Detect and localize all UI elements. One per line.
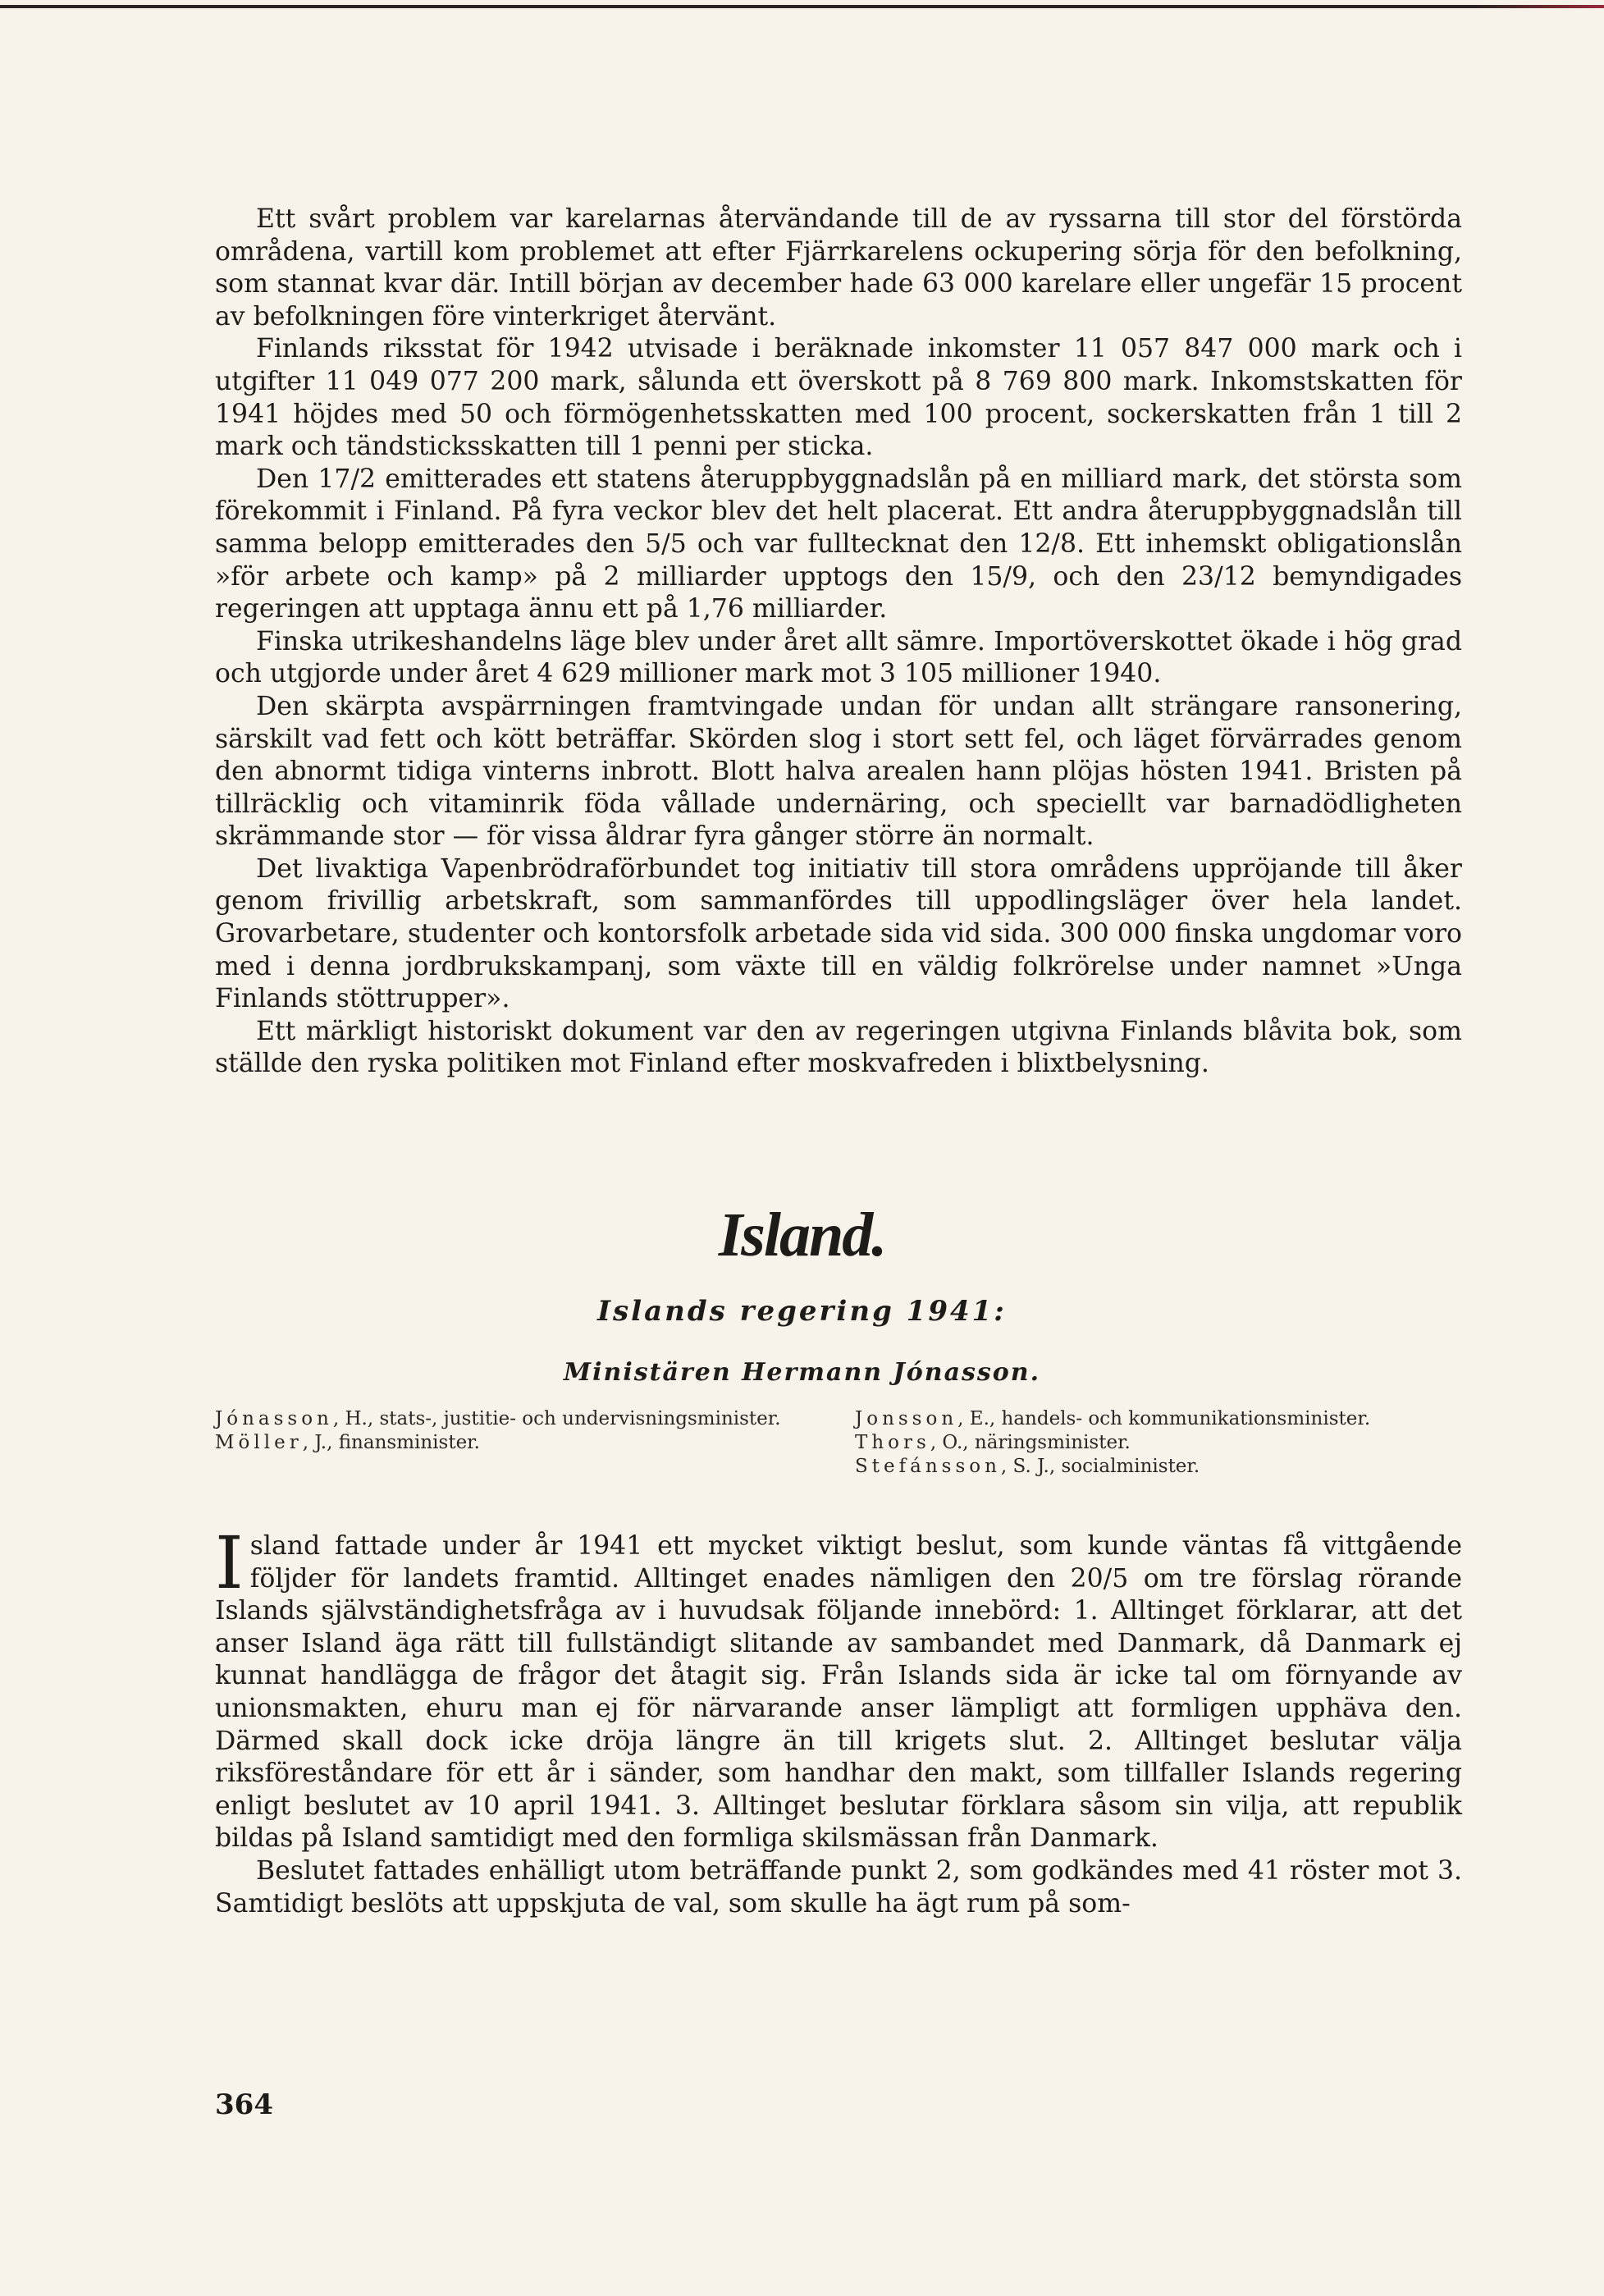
- minister-name: Stefánsson: [855, 1456, 1001, 1477]
- paragraph: Beslutet fattades enhälligt utom beträffande punkt 2, som godkändes med 41 röster mot 3. Samtidigt beslöts att uppskjuta de val, som skulle ha ägt rum på som-: [215, 1855, 1462, 1919]
- paragraph: Den 17/2 emitterades ett statens återuppbyggnadslån på en milliard mark, det största som förekommit i Finland. På fyra veckor blev det helt placerat. Ett andra återuppbyggnadslån till samma belopp emitterades den 5/5 och var fulltecknat den 12/8. Ett inhemskt obligationslån »för arbete och kamp» på 2 milliarder upptogs den 15/9, och den 23/12 bemyndigades regeringen att upptaga ännu ett på 1,76 milliarder.: [215, 464, 1462, 624]
- minister-entry: [855, 1455, 1462, 1479]
- minister-entry: [855, 1431, 1462, 1455]
- section-title: Island.: [718, 1201, 886, 1269]
- paragraph: Ett märkligt historiskt dokument var den av regeringen utgivna Finlands blåvita bok, som ställde den ryska politiken mot Finland efter moskvafreden i blixtbelysning.: [215, 1016, 1462, 1079]
- finland-section: [215, 204, 1462, 1081]
- drop-cap: I: [215, 1521, 244, 1605]
- ministry-heading: Ministären Hermann Jónasson.: [563, 1358, 1041, 1387]
- minister-role: , E., handels- och kommunikationsminister.: [957, 1408, 1371, 1429]
- minister-name: Möller: [215, 1432, 303, 1453]
- ministers-left-column: [215, 1407, 789, 1455]
- paragraph: Det livaktiga Vapenbrödraförbundet tog initiativ till stora områdens uppröjande till åker genom frivillig arbetskraft, som sammanfördes till uppodlingsläger över hela landet. Grovarbetare, studenter och kontorsfolk arbetade sida vid sida. 300 000 finska ungdomar voro med i denna jordbrukskampanj, som växte till en väldig folkrörelse under namnet »Unga Finlands stöttrupper».: [215, 853, 1462, 1014]
- minister-name: Thors: [855, 1432, 930, 1453]
- page-number: 364: [215, 2088, 273, 2121]
- minister-name: Jónasson: [215, 1408, 333, 1429]
- minister-entry: [215, 1431, 789, 1455]
- paragraph: Ett svårt problem var karelarnas återvändande till de av ryssarna till stor del förstörda områdena, vartill kom problemet att efter Fjärrkarelens ockupering sörja för den befolkning, som stannat kvar där. Intill början av december hade 63 000 karelare eller ungefär 15 procent av befolkningen före vinterkriget återvänt.: [215, 204, 1462, 332]
- minister-role: , J., finansminister.: [302, 1432, 480, 1453]
- minister-entry: [855, 1407, 1462, 1431]
- paragraph: Finska utrikeshandelns läge blev under året allt sämre. Importöverskottet ökade i hög grad och utgjorde under året 4 629 millioner mark mot 3 105 millioner 1940.: [215, 626, 1462, 689]
- paragraph: Finlands riksstat för 1942 utvisade i beräknade inkomster 11 057 847 000 mark och i utgifter 11 049 077 200 mark, sålunda ett överskott på 8 769 800 mark. Inkomstskatten för 1941 höjdes med 50 och förmögenhetsskatten med 100 procent, sockerskatten från 1 till 2 mark och tändsticksskatten till 1 penni per sticka.: [215, 334, 1462, 462]
- government-heading: Islands regering 1941:: [597, 1295, 1007, 1328]
- minister-role: , O., näringsminister.: [930, 1432, 1131, 1453]
- minister-role: , H., stats-, justitie- och undervisningsminister.: [332, 1408, 781, 1429]
- paragraph: [215, 1521, 1462, 1855]
- minister-name: Jonsson: [855, 1408, 958, 1429]
- minister-role: , S. J., socialminister.: [1000, 1456, 1200, 1477]
- island-section: [215, 1521, 1462, 1920]
- minister-entry: [215, 1407, 789, 1431]
- paragraph-text: sland fattade under år 1941 ett mycket viktigt beslut, som kunde väntas få vittgående följder för landets framtid. Alltinget enades nämligen den 20/5 om tre förslag rörande Islands självständighetsfråga av i huvudsak följande innebörd: 1. Alltinget förklarar, att det anser Island äga rätt till fullständigt slitande av sambandet med Danmark, då Danmark ej kunnat handlägga de frågor det åtagit sig. Från Islands sida är icke tal om förnyande av unionsmakten, ehuru man ej för närvarande anser lämpligt att formligen upphäva den. Därmed skall dock icke dröja längre än till krigets slut. 2. Alltinget beslutar välja riksföreståndare för ett år i sänder, som handhar den makt, som tillfaller Islands regering enligt beslutet av 10 april 1941. 3. Alltinget beslutar förklara såsom sin vilja, att republik bildas på Island samtidigt med den formliga skilsmässan från Danmark.: [215, 1531, 1462, 1854]
- top-rule: [0, 5, 1604, 8]
- ministers-right-column: [855, 1407, 1462, 1479]
- paragraph: Den skärpta avspärrningen framtvingade undan för undan allt strängare ransonering, särskilt vad fett och kött beträffar. Skörden slog i stort sett fel, och läget förvärrades genom den abnormt tidiga vinterns inbrott. Blott halva arealen hann plöjas hösten 1941. Bristen på tillräcklig och vitaminrik föda vållade undernäring, och speciellt var barnadödligheten skrämmande stor — för vissa åldrar fyra gånger större än normalt.: [215, 691, 1462, 852]
